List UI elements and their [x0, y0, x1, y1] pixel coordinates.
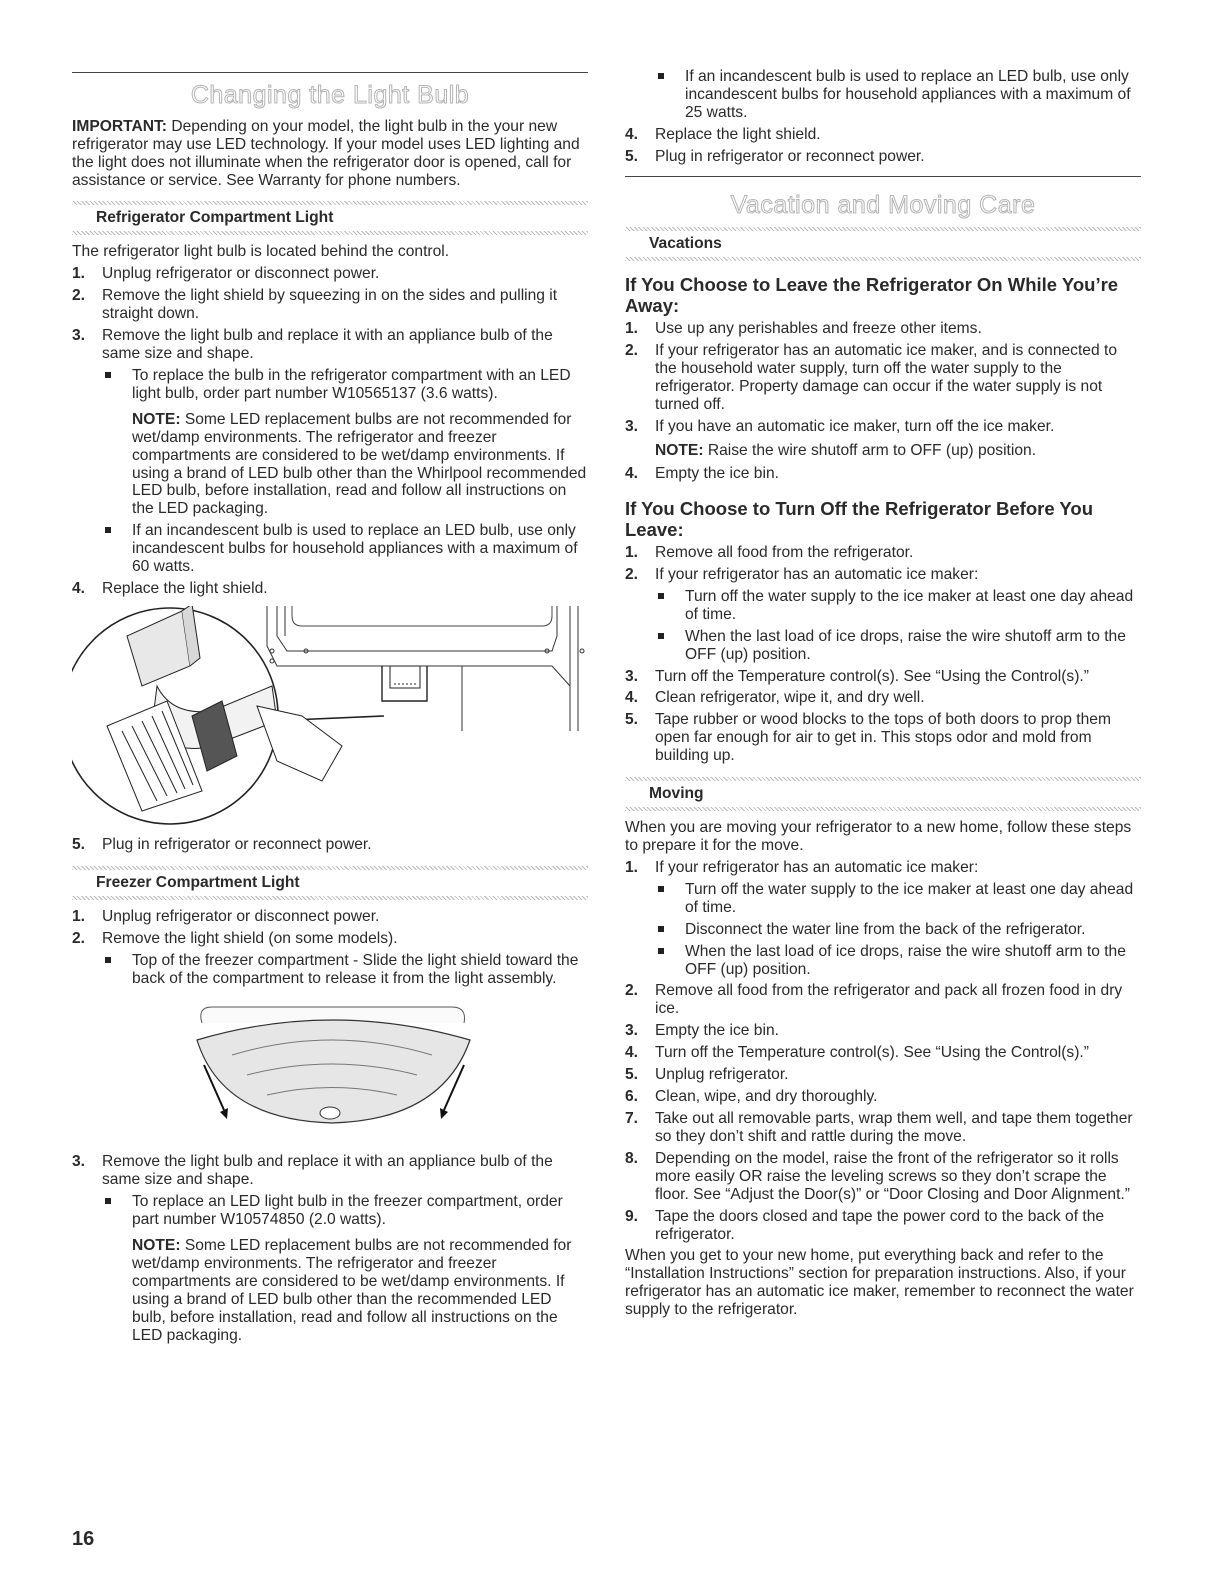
title-rule [625, 176, 1141, 177]
section-title-vacation: Vacation and Moving Care [730, 190, 1036, 219]
title-rule [72, 72, 588, 73]
bullet-item: Turn off the water supply to the ice maker at least one day ahead of time. [625, 881, 1141, 917]
fridge-light-illustration [72, 606, 588, 828]
step: 4. Turn off the Temperature control(s). See “Using the Control(s).” [625, 1044, 1089, 1062]
moving-intro: When you are moving your refrigerator to a new home, follow these steps to prepare it for the move. [625, 819, 1132, 855]
step: 5. Plug in refrigerator or reconnect power. [72, 835, 372, 853]
note: NOTE: Some LED replacement bulbs are not recommended for wet/damp environments. The refrigerator and freezer compartments are considered to be wet/damp environments. If using a brand of LED bulb other than the Whirlpool recommended LED bulb, before installation, read and follow all instructions on the LED packaging. [132, 410, 587, 518]
bullet-item: To replace the bulb in the refrigerator compartment with an LED light bulb, order part number W10565137 (3.6 watts). [72, 367, 588, 403]
page-number: 16 [72, 1528, 95, 1550]
step: 2. If your refrigerator has an automatic ice maker, and is connected to the household water supply, turn off the water supply to the refrigerator. Property damage can occur if the water supply is not turned off. [625, 341, 1117, 413]
right-column [625, 68, 1141, 1323]
section-title-light-bulb: Changing the Light Bulb [190, 81, 470, 109]
step: 4. Replace the light shield. [72, 580, 268, 598]
step: 5. Tape rubber or wood blocks to the tops of both doors to prop them open far enough for air to get in. This stops odor and mold from building up. [625, 711, 1111, 765]
step: 3. Remove the light bulb and replace it with an appliance bulb of the same size and shape. [72, 327, 553, 362]
bullet-item: When the last load of ice drops, raise the wire shutoff arm to the OFF (up) position. [625, 628, 1141, 664]
bullet-square-icon [105, 1198, 111, 1204]
step: 3. Remove the light bulb and replace it with an appliance bulb of the same size and shape. [72, 1153, 553, 1189]
fridge-intro: The refrigerator light bulb is located behind the control. [72, 243, 450, 261]
important-text: Depending on your model, the light bulb in the your new refrigerator may use LED technology. If your model uses LED lighting and the light does not illuminate when the refrigerator door is opened, call for assistance or service. See Warranty for phone numbers. [72, 117, 580, 189]
step: 5. Plug in refrigerator or reconnect power. [625, 147, 925, 165]
bullet-square-icon [658, 593, 664, 599]
bullet-item: When the last load of ice drops, raise the wire shutoff arm to the OFF (up) position. [625, 943, 1141, 979]
step: 4. Replace the light shield. [625, 125, 821, 143]
step: 2. If your refrigerator has an automatic ice maker: [625, 565, 979, 583]
freezer-shield-illustration [72, 995, 588, 1145]
bullet-item: Top of the freezer compartment - Slide the light shield toward the back of the compartment to release it from the light assembly. [72, 952, 588, 988]
step: 3. Turn off the Temperature control(s). See “Using the Control(s).” [625, 667, 1089, 685]
bullet-square-icon [658, 73, 664, 79]
bullet-square-icon [658, 948, 664, 954]
step: 1. Use up any perishables and freeze other items. [625, 319, 982, 337]
bullet-item: If an incandescent bulb is used to replace an LED bulb, use only incandescent bulbs for household appliances with a maximum of 60 watts. [72, 522, 588, 576]
bullet-item: Disconnect the water line from the back of the refrigerator. [625, 921, 1141, 939]
step: 1. Unplug refrigerator or disconnect power. [72, 907, 380, 925]
important-label: IMPORTANT: [72, 117, 167, 135]
step: 2. Remove all food from the refrigerator and pack all frozen food in dry ice. [625, 982, 1123, 1018]
step: 7. Take out all removable parts, wrap them well, and tape them together so they don’t shift and rattle during the move. [625, 1110, 1133, 1145]
subhead-freezer-light: Freezer Compartment Light [72, 866, 588, 900]
step: 1. Unplug refrigerator or disconnect power. [72, 265, 380, 283]
important-paragraph [72, 118, 588, 190]
left-column [72, 60, 588, 1349]
moving-outro: When you get to your new home, put everything back and refer to the “Installation Instructions” section for preparation instructions. Also, if your refrigerator has an automatic ice maker, remember to reconnect the water supply to the refrigerator. [625, 1247, 1134, 1319]
bullet-square-icon [658, 926, 664, 932]
step: 4. Clean refrigerator, wipe it, and dry well. [625, 689, 925, 707]
heading-turn-off: If You Choose to Turn Off the Refrigerator Before You Leave: [625, 498, 1094, 540]
step: 1. Remove all food from the refrigerator. [625, 544, 914, 562]
step: 5. Unplug refrigerator. [625, 1066, 789, 1084]
bullet-square-icon [105, 527, 111, 533]
step: 1. If your refrigerator has an automatic ice maker: [625, 858, 979, 876]
subhead-fridge-light: Refrigerator Compartment Light [72, 201, 588, 235]
step: 8. Depending on the model, raise the front of the refrigerator so it rolls more easily OR raise the leveling screws so they don’t scrape the floor. See “Adjust the Door(s)” or “Door Closing and Door Alignment.” [625, 1149, 1130, 1203]
step: 4. Empty the ice bin. [625, 465, 779, 483]
heading-leave-on: If You Choose to Leave the Refrigerator On While You’re Away: [625, 274, 1119, 316]
bullet-item: Turn off the water supply to the ice maker at least one day ahead of time. [625, 588, 1141, 624]
bullet-square-icon [105, 957, 111, 963]
step: 3. Empty the ice bin. [625, 1022, 779, 1040]
step: 2. Remove the light shield (on some models). [72, 929, 398, 947]
step: 3. If you have an automatic ice maker, turn off the ice maker. [625, 417, 1055, 435]
bullet-item: If an incandescent bulb is used to replace an LED bulb, use only incandescent bulbs for household appliances with a maximum of 25 watts. [625, 68, 1141, 122]
bullet-square-icon [658, 886, 664, 892]
bullet-square-icon [105, 372, 111, 378]
bullet-square-icon [658, 633, 664, 639]
note: NOTE: Some LED replacement bulbs are not recommended for wet/damp environments. The refrigerator and freezer compartments are considered to be wet/damp environments. If using a brand of LED bulb other than the recommended LED bulb, before installation, read and follow all instructions on the LED packaging. [132, 1237, 572, 1344]
step: 6. Clean, wipe, and dry thoroughly. [625, 1088, 878, 1106]
step: 9. Tape the doors closed and tape the power cord to the back of the refrigerator. [625, 1207, 1105, 1243]
bullet-item: To replace an LED light bulb in the freezer compartment, order part number W10574850 (2.0 watts). [72, 1193, 588, 1229]
subhead-moving: Moving [625, 777, 1141, 811]
note: NOTE: Raise the wire shutoff arm to OFF (up) position. [655, 441, 1037, 459]
subhead-vacations: Vacations [625, 227, 1141, 261]
step: 2. Remove the light shield by squeezing in on the sides and pulling it straight down. [72, 287, 558, 323]
